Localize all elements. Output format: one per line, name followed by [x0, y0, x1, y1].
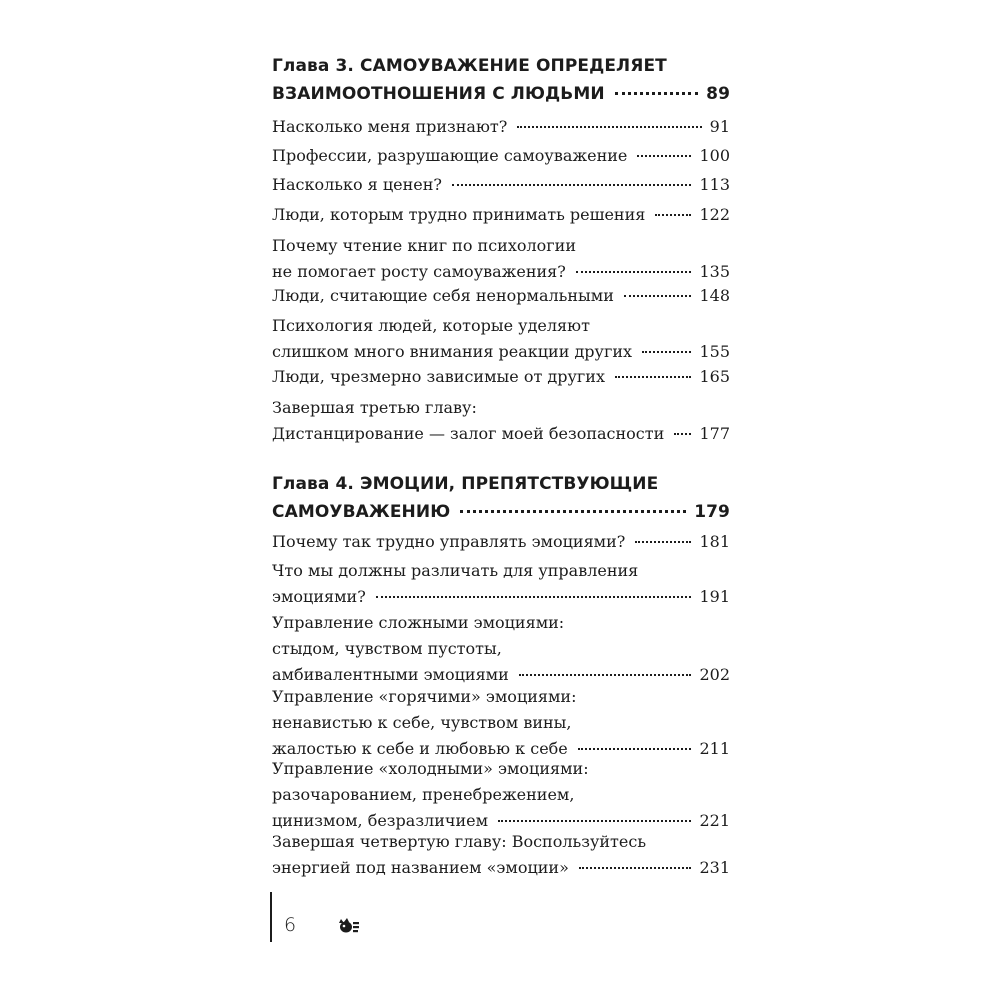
entry-page: 135	[699, 262, 730, 281]
dot-leader	[624, 294, 692, 297]
dot-leader	[376, 595, 692, 598]
entry-title: Что мы должны различать для управления	[272, 561, 639, 580]
entry-title: Профессии, разрушающие самоуважение	[272, 146, 628, 165]
page-footer	[270, 892, 390, 944]
toc-entry[interactable]	[272, 114, 730, 140]
entry-page: 148	[699, 286, 730, 305]
dot-leader	[498, 819, 691, 822]
dot-leader	[635, 540, 691, 543]
toc-entry[interactable]	[272, 172, 730, 198]
entry-title: ненавистью к себе, чувством вины,	[272, 713, 572, 732]
entry-page: 177	[699, 424, 730, 443]
entry-title: Управление «горячими» эмоциями:	[272, 687, 577, 706]
dot-leader	[576, 270, 692, 273]
entry-page: 122	[699, 205, 730, 224]
dot-leader	[615, 91, 698, 95]
entry-page: 202	[699, 665, 730, 684]
toc-entry[interactable]	[272, 313, 730, 365]
entry-title: Управление сложными эмоциями:	[272, 613, 565, 632]
toc-entry[interactable]	[272, 202, 730, 228]
page-number: 6	[284, 914, 297, 936]
entry-page: 165	[699, 367, 730, 386]
toc-entry[interactable]	[272, 233, 730, 285]
chapter-4-heading	[272, 470, 730, 526]
toc-entry[interactable]	[272, 529, 730, 555]
entry-title: цинизмом, безразличием	[272, 811, 489, 830]
entry-page: 221	[699, 811, 730, 830]
toc-entry[interactable]	[272, 364, 730, 390]
dot-leader	[642, 350, 691, 353]
entry-page: 100	[699, 146, 730, 165]
entry-title: жалостью к себе и любовью к себе	[272, 739, 568, 758]
toc-entry[interactable]	[272, 610, 730, 688]
entry-page: 181	[699, 532, 730, 551]
toc-page	[272, 0, 730, 1000]
chapter-3-title-line-1: Глава 3. САМОУВАЖЕНИЕ ОПРЕДЕЛЯЕТ	[272, 56, 667, 76]
chapter-4-title-line-2: САМОУВАЖЕНИЮ	[272, 502, 451, 522]
dot-leader	[578, 747, 692, 750]
dot-leader	[517, 125, 701, 128]
dot-leader	[637, 154, 691, 157]
toc-entry[interactable]	[272, 829, 730, 881]
entry-page: 91	[709, 117, 730, 136]
dot-leader	[460, 509, 686, 513]
toc-entry[interactable]	[272, 684, 730, 762]
dot-leader	[674, 432, 691, 435]
toc-entry[interactable]	[272, 283, 730, 309]
entry-title: Завершая четвертую главу: Воспользуйтесь	[272, 832, 647, 851]
entry-title: Люди, чрезмерно зависимые от других	[272, 367, 605, 386]
entry-page: 211	[699, 739, 730, 758]
entry-title: Люди, которым трудно принимать решения	[272, 205, 646, 224]
entry-title: амбивалентными эмоциями	[272, 665, 509, 684]
entry-title: Насколько я ценен?	[272, 175, 442, 194]
toc-entry[interactable]	[272, 558, 730, 610]
entry-title: Люди, считающие себя ненормальными	[272, 286, 614, 305]
chapter-3-heading	[272, 52, 730, 108]
entry-title: слишком много внимания реакции других	[272, 342, 633, 361]
footer-rule	[270, 892, 272, 942]
entry-title: разочарованием, пренебрежением,	[272, 785, 575, 804]
chapter-4-title-line-1: Глава 4. ЭМОЦИИ, ПРЕПЯТСТВУЮЩИЕ	[272, 474, 659, 494]
toc-entry[interactable]	[272, 756, 730, 834]
dot-leader	[519, 673, 692, 676]
chapter-3-title-line-2: ВЗАИМООТНОШЕНИЯ С ЛЮДЬМИ	[272, 84, 605, 104]
dot-leader	[579, 866, 692, 869]
dot-leader	[615, 375, 691, 378]
chapter-4-page: 179	[694, 502, 730, 522]
entry-title: Почему чтение книг по психологии	[272, 236, 576, 255]
entry-title: эмоциями?	[272, 587, 366, 606]
entry-title: Управление «холодными» эмоциями:	[272, 759, 589, 778]
entry-title: энергией под названием «эмоции»	[272, 858, 569, 877]
entry-title: стыдом, чувством пустоты,	[272, 639, 502, 658]
chapter-3-page: 89	[706, 84, 730, 104]
entry-title: Психология людей, которые уделяют	[272, 316, 590, 335]
entry-page: 155	[699, 342, 730, 361]
entry-title: Завершая третью главу:	[272, 398, 477, 417]
entry-page: 231	[699, 858, 730, 877]
dot-leader	[655, 213, 691, 216]
entry-title: не помогает росту самоуважения?	[272, 262, 566, 281]
publisher-logo-icon	[338, 916, 360, 936]
entry-page: 191	[699, 587, 730, 606]
entry-title: Насколько меня признают?	[272, 117, 508, 136]
dot-leader	[452, 183, 691, 186]
entry-title: Почему так трудно управлять эмоциями?	[272, 532, 626, 551]
entry-title: Дистанцирование — залог моей безопасности	[272, 424, 665, 443]
toc-entry[interactable]	[272, 395, 730, 447]
entry-page: 113	[699, 175, 730, 194]
toc-entry[interactable]	[272, 143, 730, 169]
